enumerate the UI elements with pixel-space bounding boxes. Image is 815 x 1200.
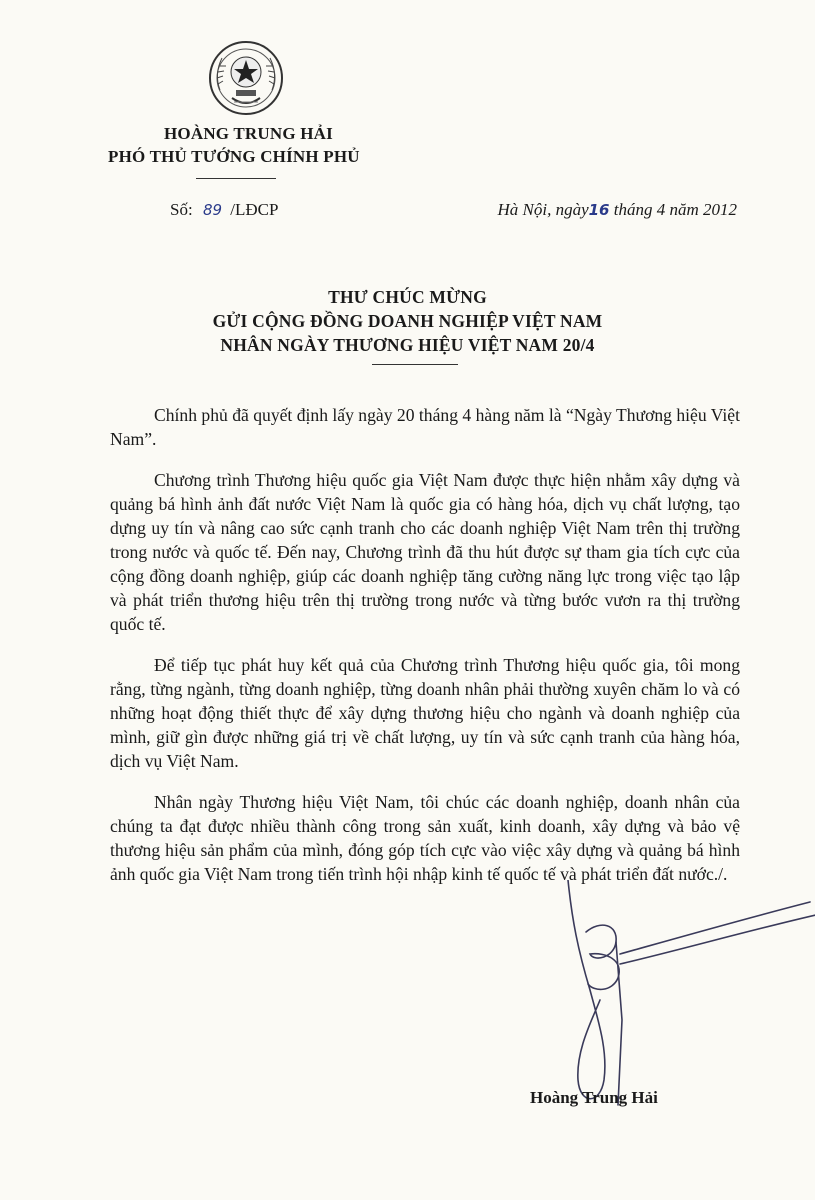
title-line-1: THƯ CHÚC MỪNG xyxy=(328,287,487,307)
paragraph: Nhân ngày Thương hiệu Việt Nam, tôi chúc các doanh nghiệp, doanh nhân của chúng ta đạt được nhiều thành công trong sản xuất, kinh doanh, xây dựng và bảo vệ thương hiệu sản phẩm của mình, đóng góp tích cực vào việc xây dựng và quảng bá hình ảnh quốc gia Việt Nam trong tiến trình hội nhập kinh tế quốc tế và phát triển đất nước./. xyxy=(110,792,740,884)
sender-name: HOÀNG TRUNG HẢI xyxy=(164,124,333,143)
date-month-year: tháng 4 năm 2012 xyxy=(613,200,737,219)
letter-title xyxy=(0,285,815,357)
title-line-3: NHÂN NGÀY THƯƠNG HIỆU VIỆT NAM 20/4 xyxy=(220,335,595,355)
sender-title: PHÓ THỦ TƯỚNG CHÍNH PHỦ xyxy=(108,147,360,166)
title-divider xyxy=(372,364,458,365)
sender-block xyxy=(108,122,408,168)
paragraph: Để tiếp tục phát huy kết quả của Chương trình Thương hiệu quốc gia, tôi mong rằng, từng ngành, từng doanh nghiệp, từng doanh nhân phải thường xuyên chăm lo và có những hoạt động thiết thực để xây dựng thương hiệu cho ngành và doanh nghiệp của mình, giữ gìn được những giá trị về chất lượng, uy tín và sức cạnh tranh của hàng hóa, dịch vụ Việt Nam. xyxy=(110,655,740,771)
date-day-handwritten: 16 xyxy=(588,201,610,219)
national-emblem-icon xyxy=(206,38,286,118)
paragraph: Chính phủ đã quyết định lấy ngày 20 tháng 4 hàng năm là “Ngày Thương hiệu Việt Nam”. xyxy=(110,405,740,449)
doc-number-prefix: Số: xyxy=(170,200,193,219)
date-line xyxy=(497,200,737,220)
paragraph: Chương trình Thương hiệu quốc gia Việt Nam được thực hiện nhằm xây dựng và quảng bá hình ảnh đất nước Việt Nam là quốc gia có hàng hóa, dịch vụ chất lượng, tạo dựng uy tín và nâng cao sức cạnh tranh cho các doanh nghiệp Việt Nam trên thị trường trong nước và quốc tế. Đến nay, Chương trình đã thu hút được sự tham gia tích cực của cộng đồng doanh nghiệp, giúp các doanh nghiệp tăng cường năng lực trong việc tạo lập và phát triển thương hiệu trên thị trường trong nước và từng bước vươn ra thị trường quốc tế. xyxy=(110,470,740,634)
doc-number-suffix: /LĐCP xyxy=(230,200,279,219)
date-prefix: Hà Nội, ngày xyxy=(497,200,589,219)
document-number xyxy=(170,200,278,220)
signer-name: Hoàng Trung Hải xyxy=(530,1088,658,1107)
letter-body xyxy=(110,403,740,903)
sender-divider xyxy=(196,178,276,179)
title-line-2: GỬI CỘNG ĐỒNG DOANH NGHIỆP VIỆT NAM xyxy=(212,311,603,331)
doc-number-handwritten: 89 xyxy=(202,201,223,219)
